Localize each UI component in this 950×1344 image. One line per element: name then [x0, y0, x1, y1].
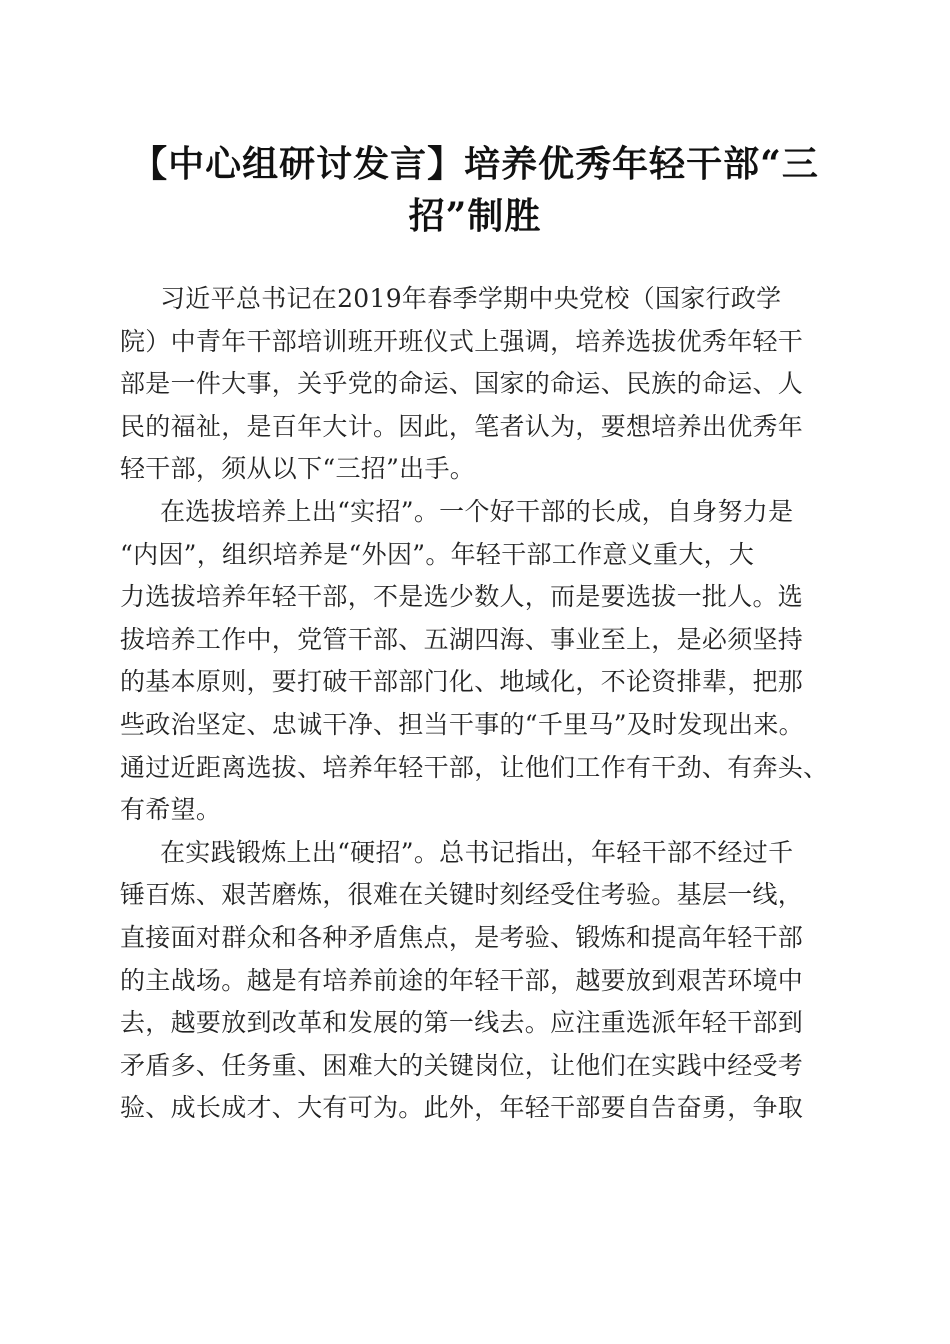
text-line: 去，越要放到改革和发展的第一线去。应注重选派年轻干部到 — [120, 1008, 804, 1038]
title-line-2: 招”制胜 — [408, 195, 542, 237]
document-body — [120, 278, 832, 1130]
text-line: 的基本原则，要打破干部部门化、地域化，不论资排辈，把那 — [120, 667, 804, 697]
text-line: 部是一件大事，关乎党的命运、国家的命运、民族的命运、人 — [120, 369, 804, 399]
text-line: 通过近距离选拔、培养年轻干部，让他们工作有干劲、有奔头、 — [120, 752, 829, 782]
text-line: 院）中青年干部培训班开班仪式上强调，培养选拔优秀年轻干 — [120, 326, 804, 356]
text-line: 些政治坚定、忠诚干净、担当干事的“千里马”及时发现出来。 — [120, 709, 804, 739]
document-title — [120, 138, 830, 242]
paragraph-1 — [120, 278, 832, 491]
text-line: “内因”，组织培养是“外因”。年轻干部工作意义重大，大 — [120, 539, 755, 569]
text-line: 锤百炼、艰苦磨炼，很难在关键时刻经受住考验。基层一线， — [120, 880, 804, 910]
title-line-1: 【中心组研讨发言】培养优秀年轻干部“三 — [131, 143, 819, 185]
text-line: 在实践锻炼上出“硬招”。总书记指出，年轻干部不经过千 — [160, 837, 794, 867]
text-line: 验、成长成才、大有可为。此外，年轻干部要自告奋勇，争取 — [120, 1093, 804, 1123]
text-line: 的主战场。越是有培养前途的年轻干部，越要放到艰苦环境中 — [120, 965, 804, 995]
text-line: 有希望。 — [120, 795, 222, 825]
text-line: 矛盾多、任务重、困难大的关键岗位，让他们在实践中经受考 — [120, 1050, 804, 1080]
text-line: 轻干部，须从以下“三招”出手。 — [120, 454, 476, 484]
text-line: 习近平总书记在2019年春季学期中央党校（国家行政学 — [160, 284, 782, 313]
paragraph-2 — [120, 491, 832, 832]
paragraph-3 — [120, 832, 832, 1130]
text-line: 直接面对群众和各种矛盾焦点，是考验、锻炼和提高年轻干部 — [120, 922, 804, 952]
text-line: 民的福祉，是百年大计。因此，笔者认为，要想培养出优秀年 — [120, 411, 804, 441]
text-line: 力选拔培养年轻干部，不是选少数人，而是要选拔一批人。选 — [120, 582, 804, 612]
text-line: 拔培养工作中，党管干部、五湖四海、事业至上，是必须坚持 — [120, 624, 804, 654]
text-line: 在选拔培养上出“实招”。一个好干部的长成，自身努力是 — [160, 496, 794, 526]
